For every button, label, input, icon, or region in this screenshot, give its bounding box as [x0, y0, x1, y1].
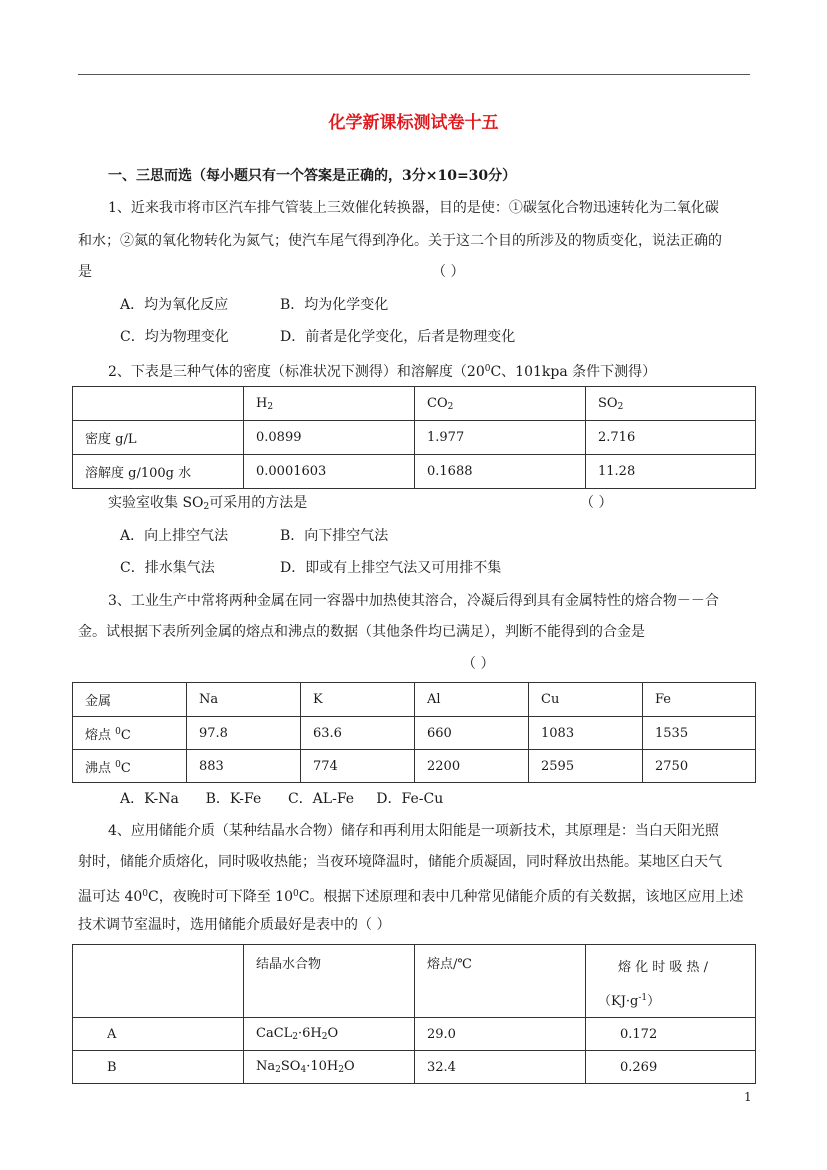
q1-line-3: 是: [78, 264, 92, 280]
table-row: [73, 421, 756, 455]
header-rule: [78, 74, 750, 75]
table-cell: 2595: [529, 750, 643, 783]
table-row: [73, 455, 756, 489]
table-cell: 29.0: [415, 1018, 586, 1051]
table-header-cell: 金属: [73, 683, 187, 717]
q2-answer-blank: （ ）: [580, 495, 613, 511]
q3-options: A．K-Na B．K-Fe C．AL-Fe D．Fe-Cu: [120, 791, 444, 807]
table-cell: 1535: [643, 717, 756, 750]
q4-line-3: 温可达 $40^0C$，夜晚时可下降至 $10^0C$。根据下述原理和表中几种常见储能介质的有关数据，该地区应用上述: [78, 889, 744, 905]
q1-line-1: 1、近来我市将市区汽车排气管装上三效催化转换器，目的是使：①碳氢化合物迅速转化为二氧化碳: [108, 200, 719, 216]
q2-intro: 2、下表是三种气体的密度（标准状况下测得）和溶解度（$20^0C$、101kpa 条件下测得）: [108, 364, 657, 380]
table-cell: 97.8: [187, 717, 301, 750]
q1-option-c: C．均为物理变化: [120, 329, 229, 345]
table-cell: 2.716: [586, 421, 756, 455]
table-cell: 774: [301, 750, 415, 783]
table-header-cell: 熔点/℃: [415, 945, 586, 1018]
table-cell: 0.269: [586, 1051, 756, 1084]
q1-answer-blank: （ ）: [432, 264, 465, 280]
table-header-cell: $SO_2$: [586, 387, 756, 421]
table-cell: 密度 g/L: [73, 421, 244, 455]
table-header-cell: Cu: [529, 683, 643, 717]
q3-answer-blank: （ ）: [462, 656, 495, 672]
q2-stem: 实验室收集 $SO_2$可采用的方法是: [108, 495, 308, 512]
document-title: 化学新课标测试卷十五: [328, 113, 499, 133]
table-cell: 0.0001603: [244, 455, 415, 489]
table-cell: A: [73, 1018, 244, 1051]
table-cell: 0.0899: [244, 421, 415, 455]
q2-option-c: C．排水集气法: [120, 560, 215, 576]
table-header-cell: Al: [415, 683, 529, 717]
gas-properties-table: [72, 386, 756, 489]
q1-option-b: B．均为化学变化: [280, 297, 389, 313]
table-header-cell: 结晶水合物: [244, 945, 415, 1018]
table-cell: 0.172: [586, 1018, 756, 1051]
table-header-cell: Na: [187, 683, 301, 717]
table-cell: 2750: [643, 750, 756, 783]
q1-line-2: 和水；②氮的氧化物转化为氮气；使汽车尾气得到净化。关于这二个目的所涉及的物质变化，说法正确的: [78, 233, 722, 249]
q2-option-d: D．即或有上排空气法又可用排不集: [280, 560, 502, 576]
table-header-row: [73, 945, 756, 1018]
table-row: [73, 750, 756, 783]
q2-option-b: B．向下排空气法: [280, 528, 389, 544]
table-cell: 溶解度 g/100g 水: [73, 455, 244, 489]
table-cell: 2200: [415, 750, 529, 783]
q3-line-2: 金。试根据下表所列金属的熔点和沸点的数据（其他条件均已满足），判断不能得到的合金是: [78, 624, 645, 640]
q4-line-4: 技术调节室温时，选用储能介质最好是表中的（ ）: [78, 917, 391, 933]
q4-line-2: 射时，储能介质熔化，同时吸收热能；当夜环境降温时，储能介质凝固，同时释放出热能。某地区白天气: [78, 854, 722, 870]
q1-option-d: D．前者是化学变化，后者是物理变化: [280, 329, 516, 345]
q2-option-a: A．向上排空气法: [120, 528, 229, 544]
table-cell: 熔点 $^0$C: [73, 717, 187, 750]
table-header-row: [73, 387, 756, 421]
table-row: [73, 1018, 756, 1051]
table-cell: $Na_2SO_4\cdot 10H_2O$: [244, 1051, 415, 1084]
table-cell: 沸点 $^0$C: [73, 750, 187, 783]
table-row: [73, 717, 756, 750]
table-cell: 63.6: [301, 717, 415, 750]
table-cell: 1083: [529, 717, 643, 750]
table-header-cell: $H_2$: [244, 387, 415, 421]
table-header-cell: Fe: [643, 683, 756, 717]
table-cell: B: [73, 1051, 244, 1084]
table-cell: [73, 945, 244, 1018]
q1-option-a: A．均为氧化反应: [120, 297, 229, 313]
table-cell: 660: [415, 717, 529, 750]
table-header-cell: K: [301, 683, 415, 717]
page-number: 1: [744, 1090, 752, 1104]
metal-properties-table: [72, 682, 756, 783]
storage-media-table: [72, 944, 756, 1084]
table-header-cell: 熔 化 时 吸 热 / $(KJ\cdot g^{-1})$: [586, 945, 756, 1018]
table-cell: 11.28: [586, 455, 756, 489]
table-cell: 1.977: [415, 421, 586, 455]
table-header-cell: $CO_2$: [415, 387, 586, 421]
table-cell: [73, 387, 244, 421]
section-heading: 一、三思而选（每小题只有一个答案是正确的，3分×10=30分）: [108, 168, 517, 184]
q4-line-1: 4、应用储能介质（某种结晶水合物）储存和再利用太阳能是一项新技术，其原理是：当白天阳光照: [108, 823, 719, 839]
table-cell: 0.1688: [415, 455, 586, 489]
table-cell: $CaCL_2\cdot 6H_2O$: [244, 1018, 415, 1051]
q3-line-1: 3、工业生产中常将两种金属在同一容器中加热使其溶合，冷凝后得到具有金属特性的熔合物－－合: [108, 593, 719, 609]
table-cell: 32.4: [415, 1051, 586, 1084]
table-row: [73, 1051, 756, 1084]
table-header-row: [73, 683, 756, 717]
table-cell: 883: [187, 750, 301, 783]
